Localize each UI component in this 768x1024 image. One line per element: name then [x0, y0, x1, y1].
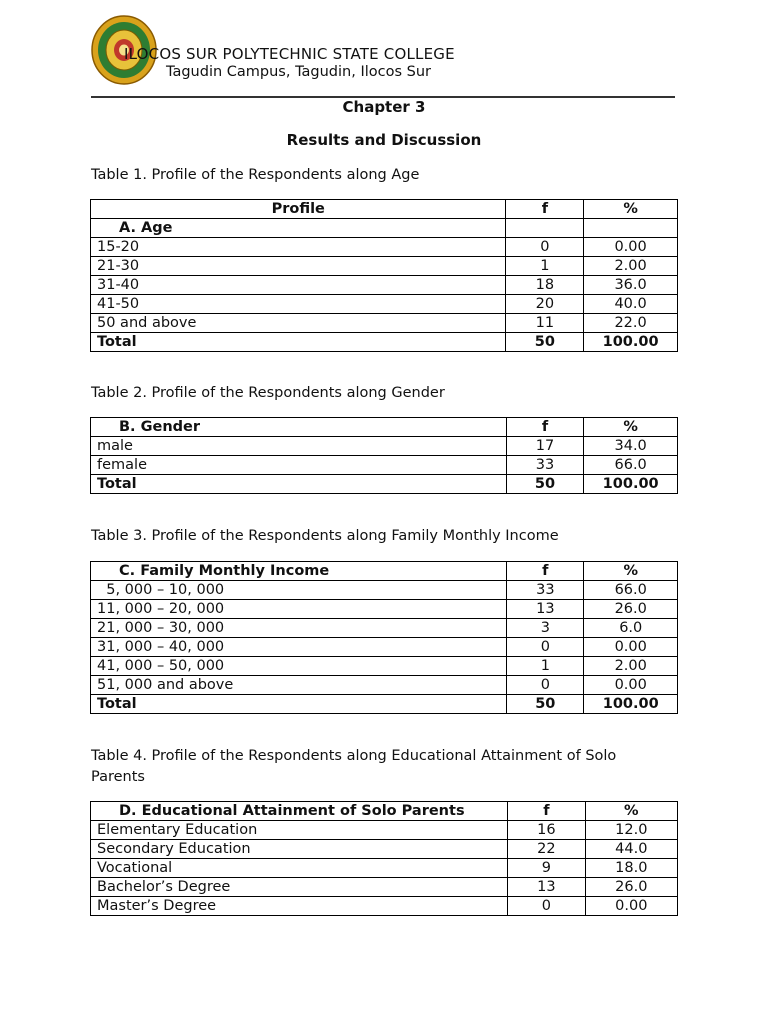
- column-header: B. Gender: [91, 418, 507, 437]
- total-percent: 100.00: [584, 475, 678, 494]
- table-row: [91, 257, 678, 276]
- frequency-cell: 3: [507, 619, 584, 638]
- percent-cell: 36.0: [584, 276, 678, 295]
- table-row: [91, 638, 678, 657]
- percent-cell: 34.0: [584, 437, 678, 456]
- frequency-cell: 33: [506, 456, 584, 475]
- table-row: [91, 437, 678, 456]
- row-label: 15-20: [91, 238, 506, 257]
- table-total-row: [91, 695, 678, 714]
- column-header: f: [506, 200, 584, 219]
- table-row: [91, 600, 678, 619]
- percent-cell: 26.0: [585, 878, 677, 897]
- row-label: Bachelor’s Degree: [91, 878, 508, 897]
- table3-caption: Table 3. Profile of the Respondents along Family Monthly Income: [91, 528, 559, 544]
- table-header-row: [91, 418, 678, 437]
- table-total-row: [91, 333, 678, 352]
- table2-gender: [90, 417, 678, 494]
- row-label: 41-50: [91, 295, 506, 314]
- table-header-row: [91, 200, 678, 219]
- column-header: Profile: [91, 200, 506, 219]
- percent-cell: 18.0: [585, 859, 677, 878]
- percent-cell: 0.00: [584, 676, 678, 695]
- frequency-cell: 1: [507, 657, 584, 676]
- total-frequency: 50: [506, 475, 584, 494]
- column-header: %: [584, 418, 678, 437]
- row-label: Elementary Education: [91, 821, 508, 840]
- column-header: %: [584, 200, 678, 219]
- section-title: Results and Discussion: [286, 131, 482, 149]
- institution-name: ILOCOS SUR POLYTECHNIC STATE COLLEGE: [124, 45, 455, 63]
- row-label: female: [91, 456, 507, 475]
- table-row: [91, 295, 678, 314]
- row-label: 5, 000 – 10, 000: [91, 581, 507, 600]
- column-header: %: [584, 562, 678, 581]
- frequency-cell: 13: [507, 600, 584, 619]
- table-row: [91, 840, 678, 859]
- table-row: [91, 276, 678, 295]
- row-label: male: [91, 437, 507, 456]
- column-header: C. Family Monthly Income: [91, 562, 507, 581]
- percent-cell: 6.0: [584, 619, 678, 638]
- frequency-cell: 20: [506, 295, 584, 314]
- total-percent: 100.00: [584, 333, 678, 352]
- frequency-cell: 13: [508, 878, 585, 897]
- total-label: Total: [91, 695, 507, 714]
- table-header-row: [91, 562, 678, 581]
- percent-cell: 2.00: [584, 657, 678, 676]
- table-row: [91, 456, 678, 475]
- table-row: [91, 314, 678, 333]
- table-header-row: [91, 802, 678, 821]
- column-header: f: [508, 802, 585, 821]
- percent-cell: 40.0: [584, 295, 678, 314]
- table-cell: [506, 219, 584, 238]
- frequency-cell: 22: [508, 840, 585, 859]
- table3-family-income: [90, 561, 678, 714]
- frequency-cell: 33: [507, 581, 584, 600]
- group-label: A. Age: [91, 219, 506, 238]
- table4-educational-attainment: [90, 801, 678, 916]
- row-label: 31-40: [91, 276, 506, 295]
- percent-cell: 66.0: [584, 581, 678, 600]
- frequency-cell: 16: [508, 821, 585, 840]
- frequency-cell: 0: [508, 897, 585, 916]
- table2-caption: Table 2. Profile of the Respondents along Gender: [91, 385, 445, 401]
- percent-cell: 26.0: [584, 600, 678, 619]
- table1-age: [90, 199, 678, 352]
- table1-caption: Table 1. Profile of the Respondents along Age: [91, 167, 420, 183]
- percent-cell: 12.0: [585, 821, 677, 840]
- row-label: 11, 000 – 20, 000: [91, 600, 507, 619]
- table-row: [91, 878, 678, 897]
- frequency-cell: 18: [506, 276, 584, 295]
- percent-cell: 0.00: [584, 238, 678, 257]
- percent-cell: 66.0: [584, 456, 678, 475]
- table4-caption: Table 4. Profile of the Respondents along Educational Attainment of Solo Parents: [91, 748, 617, 785]
- column-header: %: [585, 802, 677, 821]
- column-header: f: [506, 418, 584, 437]
- frequency-cell: 0: [506, 238, 584, 257]
- table-row: [91, 859, 678, 878]
- percent-cell: 22.0: [584, 314, 678, 333]
- row-label: 50 and above: [91, 314, 506, 333]
- table-cell: [584, 219, 678, 238]
- row-label: 21, 000 – 30, 000: [91, 619, 507, 638]
- total-percent: 100.00: [584, 695, 678, 714]
- table-row: [91, 897, 678, 916]
- total-label: Total: [91, 475, 507, 494]
- table-row: [91, 238, 678, 257]
- table-row: [91, 821, 678, 840]
- percent-cell: 0.00: [585, 897, 677, 916]
- frequency-cell: 11: [506, 314, 584, 333]
- chapter-title: Chapter 3: [342, 98, 426, 116]
- row-label: 41, 000 – 50, 000: [91, 657, 507, 676]
- percent-cell: 44.0: [585, 840, 677, 859]
- row-label: 21-30: [91, 257, 506, 276]
- column-header: f: [507, 562, 584, 581]
- frequency-cell: 0: [507, 676, 584, 695]
- total-frequency: 50: [506, 333, 584, 352]
- table-row: [91, 581, 678, 600]
- total-frequency: 50: [507, 695, 584, 714]
- table-row: [91, 619, 678, 638]
- table-total-row: [91, 475, 678, 494]
- percent-cell: 0.00: [584, 638, 678, 657]
- row-label: 31, 000 – 40, 000: [91, 638, 507, 657]
- row-label: Master’s Degree: [91, 897, 508, 916]
- row-label: Secondary Education: [91, 840, 508, 859]
- campus-address: Tagudin Campus, Tagudin, Ilocos Sur: [166, 64, 431, 80]
- frequency-cell: 0: [507, 638, 584, 657]
- row-label: Vocational: [91, 859, 508, 878]
- frequency-cell: 17: [506, 437, 584, 456]
- column-header: D. Educational Attainment of Solo Parents: [91, 802, 508, 821]
- percent-cell: 2.00: [584, 257, 678, 276]
- frequency-cell: 1: [506, 257, 584, 276]
- total-label: Total: [91, 333, 506, 352]
- table-group-row: [91, 219, 678, 238]
- table-row: [91, 657, 678, 676]
- table-row: [91, 676, 678, 695]
- row-label: 51, 000 and above: [91, 676, 507, 695]
- frequency-cell: 9: [508, 859, 585, 878]
